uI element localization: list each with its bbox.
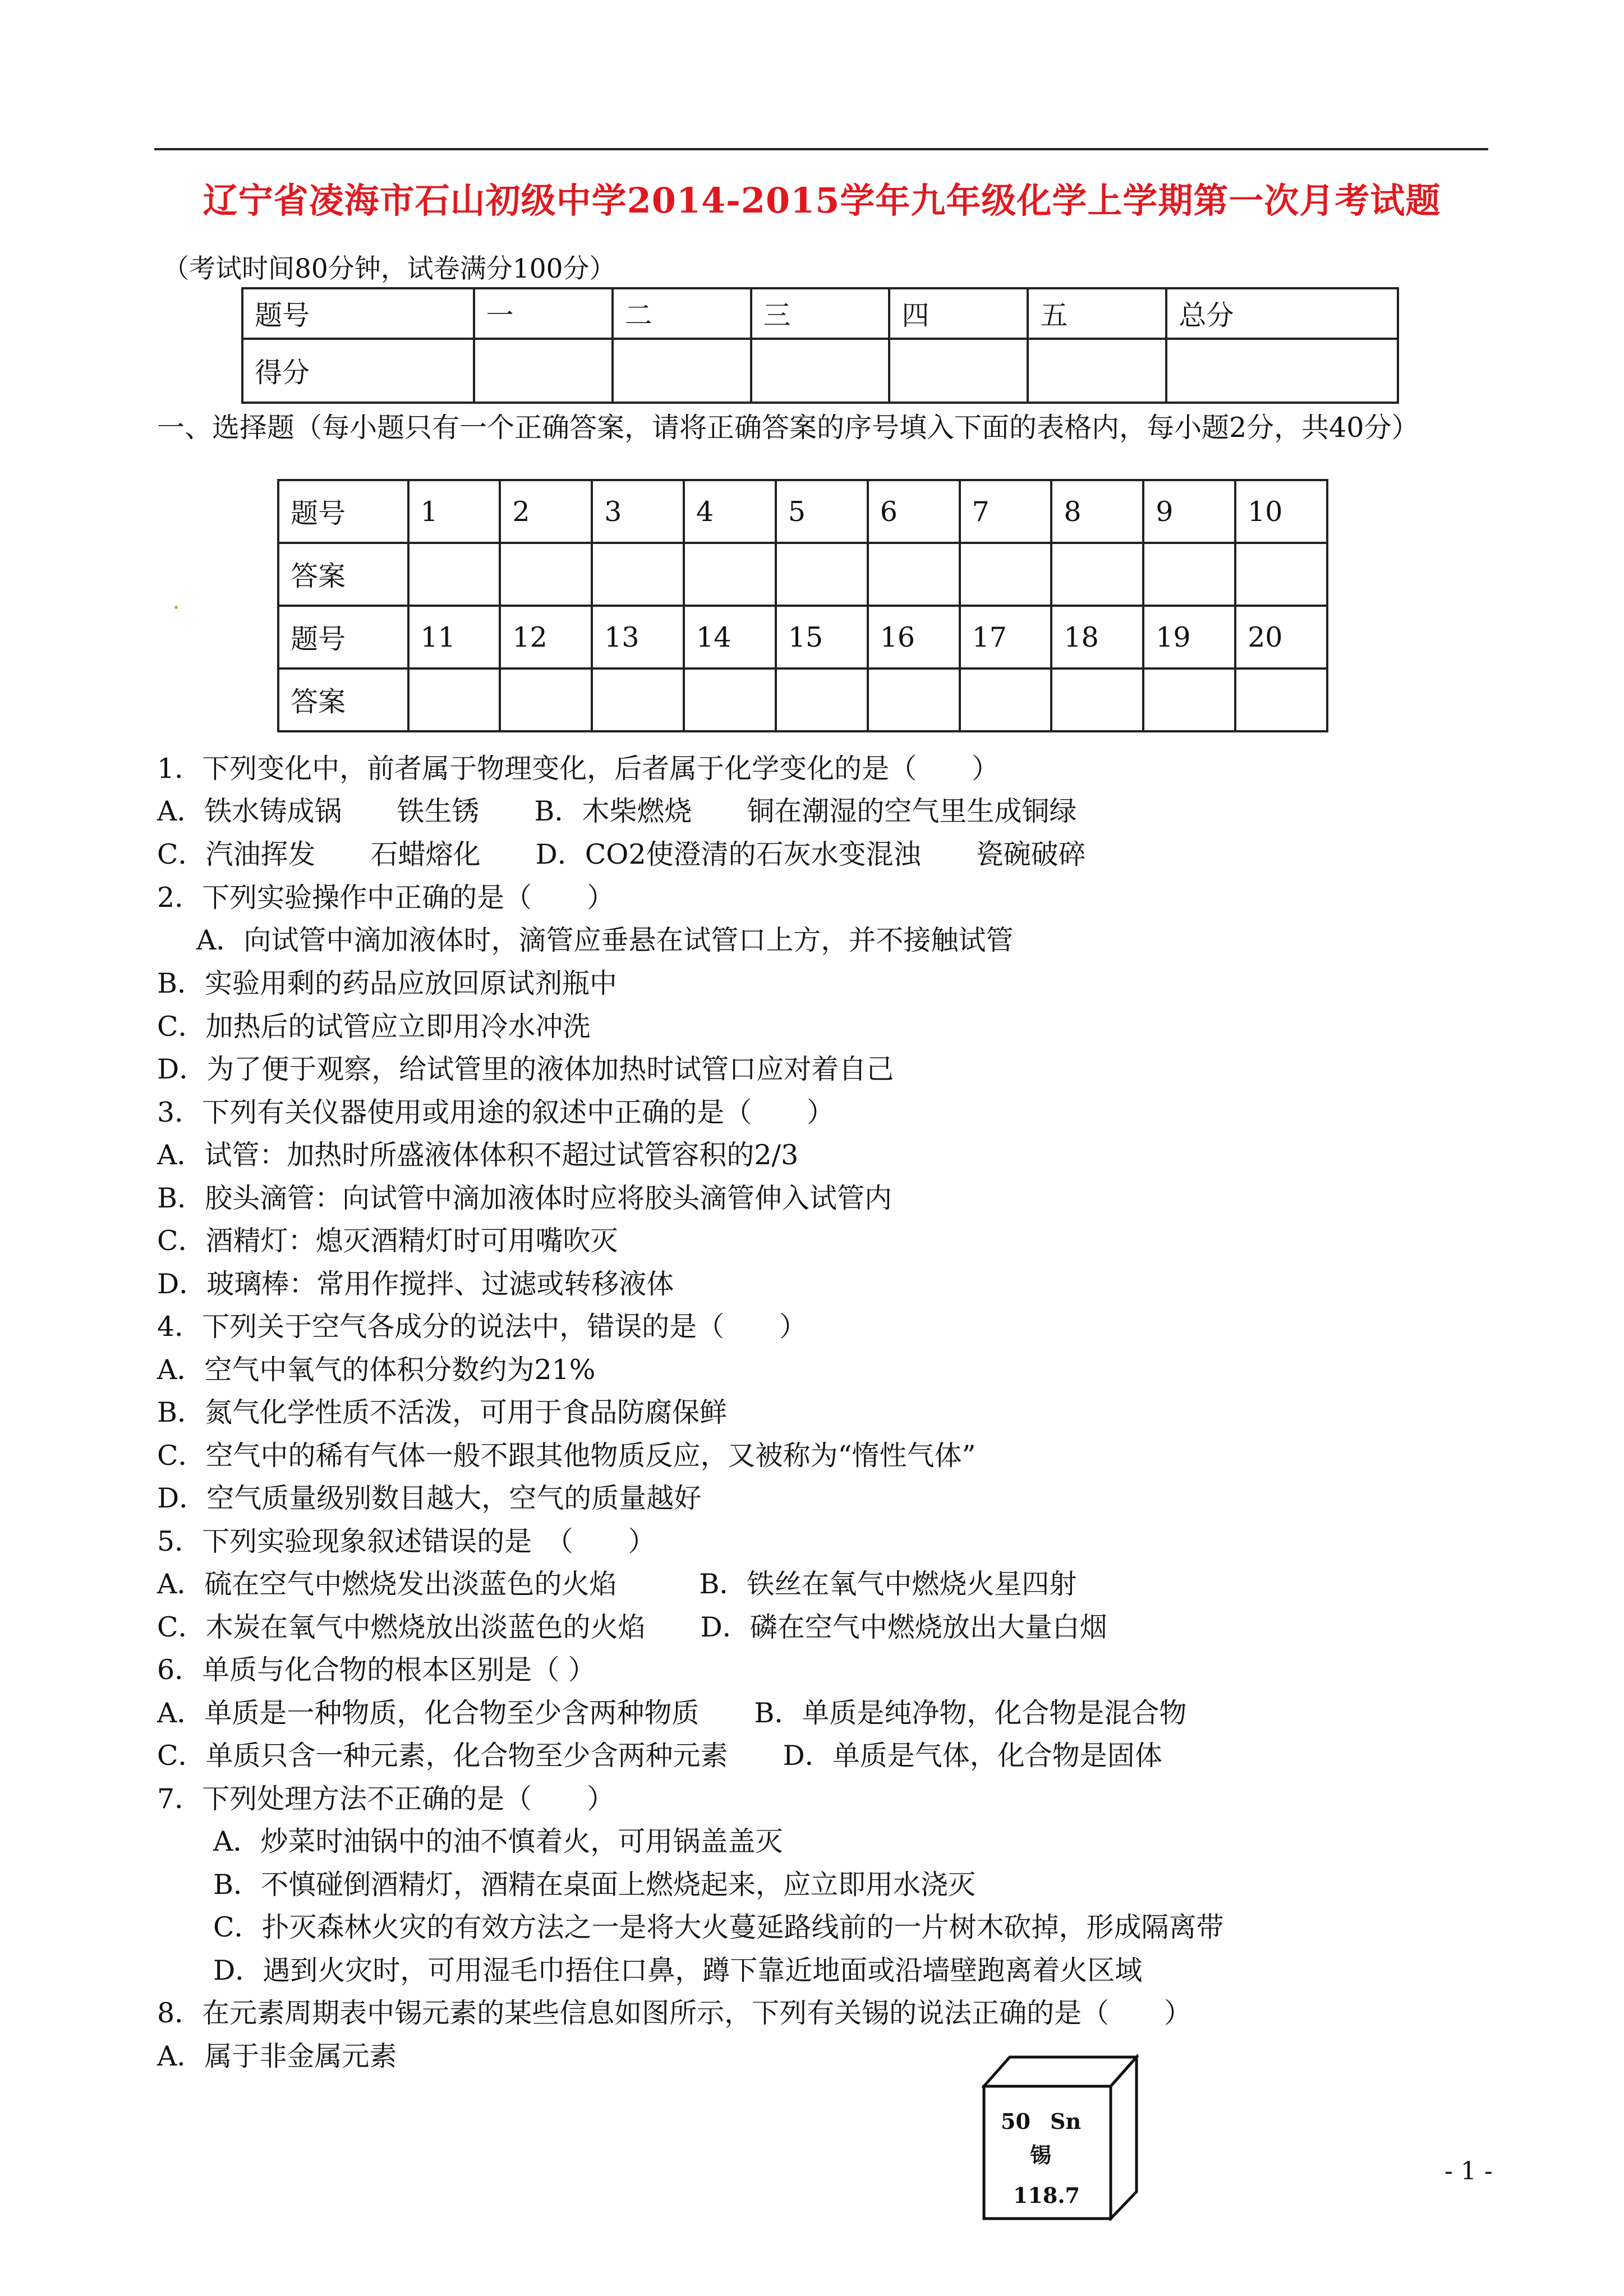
score-header: 一 <box>474 288 613 339</box>
score-table <box>241 287 1399 404</box>
answer-cell[interactable] <box>684 543 776 606</box>
option-line: D．空气质量级别数目越大，空气的质量越好 <box>157 1482 702 1514</box>
question-number: 13 <box>592 606 684 668</box>
page-number: - 1 - <box>1444 2157 1493 2186</box>
option-line: C．汽油挥发 石蜡熔化 D．CO2使澄清的石灰水变混浊 瓷碗破碎 <box>157 838 1086 870</box>
answer-cell[interactable] <box>1051 668 1143 731</box>
answer-cell[interactable] <box>776 543 868 606</box>
option-line: C．单质只含一种元素，化合物至少含两种元素 D．单质是气体，化合物是固体 <box>157 1740 1162 1772</box>
score-cell[interactable] <box>1166 339 1398 403</box>
question-number: 3 <box>592 480 684 543</box>
question-number: 5 <box>776 480 868 543</box>
option-line: B．不慎碰倒酒精灯，酒精在桌面上燃烧起来，应立即用水浇灭 <box>213 1869 976 1901</box>
score-cell[interactable] <box>751 339 890 403</box>
option-line: B．氮气化学性质不活泼，可用于食品防腐保鲜 <box>157 1396 728 1428</box>
question-number: 14 <box>684 606 776 668</box>
question-stem: 3．下列有关仪器使用或用途的叙述中正确的是（ ） <box>157 1096 835 1128</box>
question-stem: 1．下列变化中，前者属于物理变化，后者属于化学变化的是（ ） <box>157 753 1000 785</box>
question-number: 6 <box>868 480 960 543</box>
stray-mark <box>174 606 178 609</box>
atomic-mass: 118.7 <box>1013 2183 1080 2208</box>
option-line: D．玻璃棒：常用作搅拌、过滤或转移液体 <box>157 1268 674 1300</box>
score-row-label: 得分 <box>242 339 474 403</box>
score-cell[interactable] <box>474 339 613 403</box>
option-line: C．木炭在氧气中燃烧放出淡蓝色的火焰 D．磷在空气中燃烧放出大量白烟 <box>157 1611 1107 1643</box>
question-number: 8 <box>1051 480 1143 543</box>
page-title: 辽宁省凌海市石山初级中学2014-2015学年九年级化学上学期第一次月考试题 <box>203 180 1441 221</box>
answer-label-no: 题号 <box>278 480 408 543</box>
answer-cell[interactable] <box>500 543 592 606</box>
question-number: 19 <box>1143 606 1235 668</box>
answer-cell[interactable] <box>960 543 1052 606</box>
question-stem: 6．单质与化合物的根本区别是（ ） <box>157 1654 596 1686</box>
option-line: A．向试管中滴加液体时，滴管应垂悬在试管口上方，并不接触试管 <box>196 924 1014 956</box>
question-number: 11 <box>408 606 500 668</box>
option-line: D．遇到火灾时，可用湿毛巾捂住口鼻，蹲下靠近地面或沿墙壁跑离着火区域 <box>213 1954 1143 1986</box>
option-line: C．扑灭森林火灾的有效方法之一是将大火蔓延路线前的一片树木砍掉，形成隔离带 <box>213 1911 1224 1943</box>
question-number: 15 <box>776 606 868 668</box>
option-line: A．空气中氧气的体积分数约为21% <box>157 1354 596 1386</box>
score-header: 二 <box>613 288 751 339</box>
option-line: C．空气中的稀有气体一般不跟其他物质反应，又被称为“惰性气体” <box>157 1440 976 1472</box>
question-number: 4 <box>684 480 776 543</box>
answer-cell[interactable] <box>408 668 500 731</box>
atomic-number: 50 <box>1001 2109 1030 2134</box>
tin-element-cube <box>982 2053 1139 2221</box>
answer-cell[interactable] <box>1051 543 1143 606</box>
question-number: 2 <box>500 480 592 543</box>
question-number: 18 <box>1051 606 1143 668</box>
answer-cell[interactable] <box>1143 543 1235 606</box>
score-header: 四 <box>889 288 1028 339</box>
question-number: 7 <box>960 480 1052 543</box>
option-line: D．为了便于观察，给试管里的液体加热时试管口应对着自己 <box>157 1053 894 1085</box>
answer-cell[interactable] <box>1235 668 1327 731</box>
answer-cell[interactable] <box>960 668 1052 731</box>
answer-label-no: 题号 <box>278 606 408 668</box>
answer-cell[interactable] <box>1235 543 1327 606</box>
answer-label: 答案 <box>278 668 408 731</box>
question-number: 9 <box>1143 480 1235 543</box>
header-rule <box>154 148 1488 150</box>
option-line: B．胶头滴管：向试管中滴加液体时应将胶头滴管伸入试管内 <box>157 1182 892 1214</box>
question-stem: 5．下列实验现象叙述错误的是 （ ） <box>157 1525 656 1557</box>
question-stem: 8．在元素周期表中锡元素的某些信息如图所示，下列有关锡的说法正确的是（ ） <box>157 1997 1192 2029</box>
answer-cell[interactable] <box>776 668 868 731</box>
score-header: 总分 <box>1166 288 1398 339</box>
answer-cell[interactable] <box>868 543 960 606</box>
element-symbol: Sn <box>1050 2109 1082 2134</box>
question-number: 16 <box>868 606 960 668</box>
score-header: 五 <box>1028 288 1166 339</box>
answer-cell[interactable] <box>1143 668 1235 731</box>
question-number: 20 <box>1235 606 1327 668</box>
question-number: 12 <box>500 606 592 668</box>
question-stem: 2．下列实验操作中正确的是（ ） <box>157 882 615 914</box>
score-header: 三 <box>751 288 890 339</box>
exam-note: （考试时间80分钟，试卷满分100分） <box>163 253 616 284</box>
answer-cell[interactable] <box>500 668 592 731</box>
question-number: 10 <box>1235 480 1327 543</box>
question-number: 1 <box>408 480 500 543</box>
answer-cell[interactable] <box>592 668 684 731</box>
score-cell[interactable] <box>1028 339 1166 403</box>
answer-table <box>277 479 1328 732</box>
question-number: 17 <box>960 606 1052 668</box>
option-line: A．属于非金属元素 <box>157 2040 397 2072</box>
answer-cell[interactable] <box>592 543 684 606</box>
option-line: A．试管：加热时所盛液体体积不超过试管容积的2/3 <box>157 1139 799 1171</box>
option-line: A．单质是一种物质，化合物至少含两种物质 B．单质是纯净物，化合物是混合物 <box>157 1697 1187 1729</box>
answer-cell[interactable] <box>408 543 500 606</box>
option-line: C．加热后的试管应立即用冷水冲洗 <box>157 1011 591 1043</box>
score-cell[interactable] <box>889 339 1028 403</box>
score-header: 题号 <box>242 288 474 339</box>
element-name: 锡 <box>1030 2142 1052 2168</box>
question-stem: 4．下列关于空气各成分的说法中，错误的是（ ） <box>157 1311 807 1343</box>
option-line: C．酒精灯：熄灭酒精灯时可用嘴吹灭 <box>157 1225 618 1257</box>
answer-cell[interactable] <box>684 668 776 731</box>
option-line: A．硫在空气中燃烧发出淡蓝色的火焰 B．铁丝在氧气中燃烧火星四射 <box>157 1568 1077 1600</box>
option-line: A．铁水铸成锅 铁生锈 B．木柴燃烧 铜在潮湿的空气里生成铜绿 <box>157 795 1077 827</box>
question-stem: 7．下列处理方法不正确的是（ ） <box>157 1783 615 1815</box>
answer-cell[interactable] <box>868 668 960 731</box>
answer-label: 答案 <box>278 543 408 606</box>
option-line: B．实验用剩的药品应放回原试剂瓶中 <box>157 967 618 999</box>
option-line: A．炒菜时油锅中的油不慎着火，可用锅盖盖灭 <box>213 1825 783 1857</box>
section-heading: 一、选择题（每小题只有一个正确答案，请将正确答案的序号填入下面的表格内，每小题2分，共40分） <box>157 412 1419 444</box>
score-cell[interactable] <box>613 339 751 403</box>
